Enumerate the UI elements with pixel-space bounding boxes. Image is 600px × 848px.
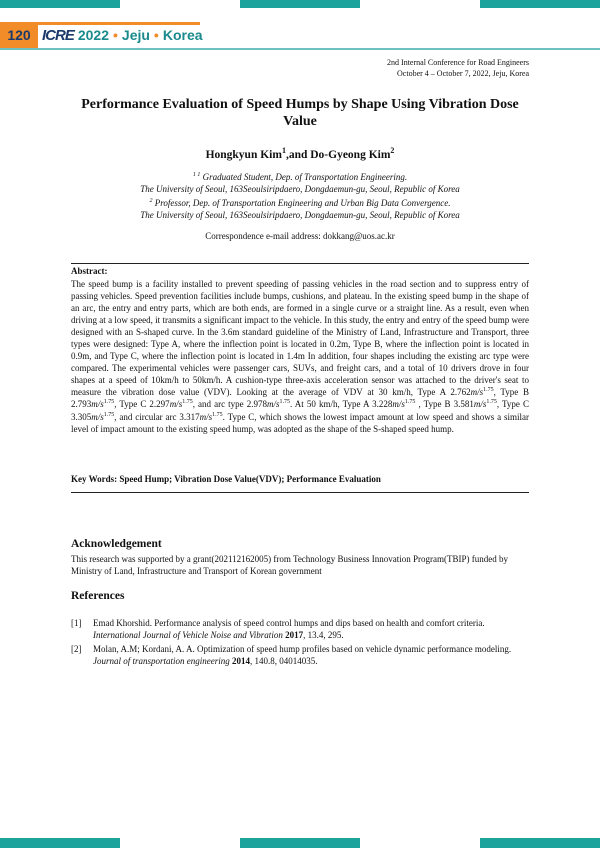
top-color-band: [0, 0, 600, 8]
author-1: Hongkyun Kim: [205, 148, 282, 161]
logo-bullet-icon: •: [113, 27, 118, 43]
affiliations: $^{1 1}$ Graduated Student, Dep. of Transportation Engineering. The University of Seoul, 163Seoulsiripdaero, Dongdaemun-gu, Seoul, Republic of Korea $^2$ Professor, Dep. of Transportation Engineering and Urban Big Data Convergence. The University of Seoul, 163Seoulsiripdaero, Dongdaemun-gu, Seoul, Republic of Korea: [140, 172, 460, 220]
author-list: Hongkyun Kim$^1$,and Do-Gyeong Kim$^2$: [205, 146, 395, 161]
references-heading: References: [71, 590, 125, 602]
author-2: Do-Gyeong Kim: [310, 148, 391, 161]
correspondence-email: Correspondence e-mail address: dokkang@uos.ac.kr: [205, 231, 395, 241]
reference-list: [71, 617, 529, 669]
abstract-top-rule: [71, 263, 529, 264]
reference-item: [2] Molan, A.M; Kordani, A. A. Optimization of speed hump profiles based on vehicle dynamic performance modeling. Journal of transportation engineering 2014, 140.8, 04014035.: [71, 644, 512, 666]
conference-logo: [42, 22, 203, 48]
acknowledgement-text: This research was supported by a grant(202112162005) from Technology Business Innovation Program(TBIP) funded by Ministry of Land, Infrastructure and Transport of Korean government: [71, 554, 509, 576]
logo-mark: ICRE: [42, 26, 74, 44]
abstract-heading: Abstract:: [71, 266, 108, 276]
logo-place1: Jeju: [121, 27, 150, 43]
keywords-bottom-rule: [71, 492, 529, 493]
page-number: 120: [0, 22, 38, 48]
paper-title: Performance Evaluation of Speed Humps by Shape Using Vibration Dose Value: [81, 97, 519, 129]
conference-line2: October 4 – October 7, 2022, Jeju, Korea: [397, 69, 529, 78]
logo-place2: Korea: [162, 27, 203, 43]
bottom-color-band: [0, 838, 600, 848]
logo-bullet-icon: •: [153, 27, 159, 43]
header-teal-rule: [0, 48, 600, 50]
abstract-body: The speed bump is a facility installed to prevent speeding of passing vehicles in the road section and to suppress entry of passing vehicles. Speed prevention facilities include bumps, cushions, and plateau. In the existing speed bump in the shape of an arc, the entry and entry parts, which are both ends, are formed in a single curve or a straight line. As a result, even when driving at a low speed, it transmits a significant impact to the vehicle. In this study, the entry and entry of the speed bump were designed with an S-shaped curve. In the 3.6m standard guideline of the Ministry of Land, Infrastructure and Transport, three types were designed: Type A, where the inflection point is located in 0.2m, Type B, where the inflection point is located in 0.9m, and Type C, where the inflection point is located in 1.4m In addition, four shapes including the existing arc type were compared. The experimental vehicles were passenger cars, SUVs, and freight cars, and a total of 10 drivers drove in four shapes at a speed of 10km/h to 50km/h. A cushion-type three-axis acceleration sensor was attached to the driver's seat to measure the vibration dose value (VDV). Looking at the average of VDV at 30 km/h, Type A $2.762m/s^{1.75}$, Type B $2.793m/s^{1.75}$, Type C $2.297m/s^{1.75}$, and arc type $2.978m/s^{1.75}$. At 50 km/h, Type A $3.228m/s^{1.75}$ , Type B $3.581m/s^{1.75}$, Type C $3.305m/s^{1.75}$, and circular arc $3.317m/s^{1.75}$. Type C, which shows the lowest impact amount at low speed and shows a similar level of impact amount to the existing speed hump, was adopted as the shape of the S-shaped speed hump.: [71, 279, 529, 434]
acknowledgement-heading: Acknowledgement: [71, 538, 162, 550]
reference-item: [1] Emad Khorshid. Performance analysis of speed control humps and dips based on health and comfort criteria. International Journal of Vehicle Noise and Vibration 2017, 13.4, 295.: [71, 618, 485, 640]
logo-year: 2022: [77, 27, 109, 43]
conference-info: [387, 57, 529, 79]
conference-line1: 2nd Internal Conference for Road Engineers: [387, 58, 529, 67]
keywords: Key Words: Speed Hump; Vibration Dose Value(VDV); Performance Evaluation: [71, 474, 381, 484]
